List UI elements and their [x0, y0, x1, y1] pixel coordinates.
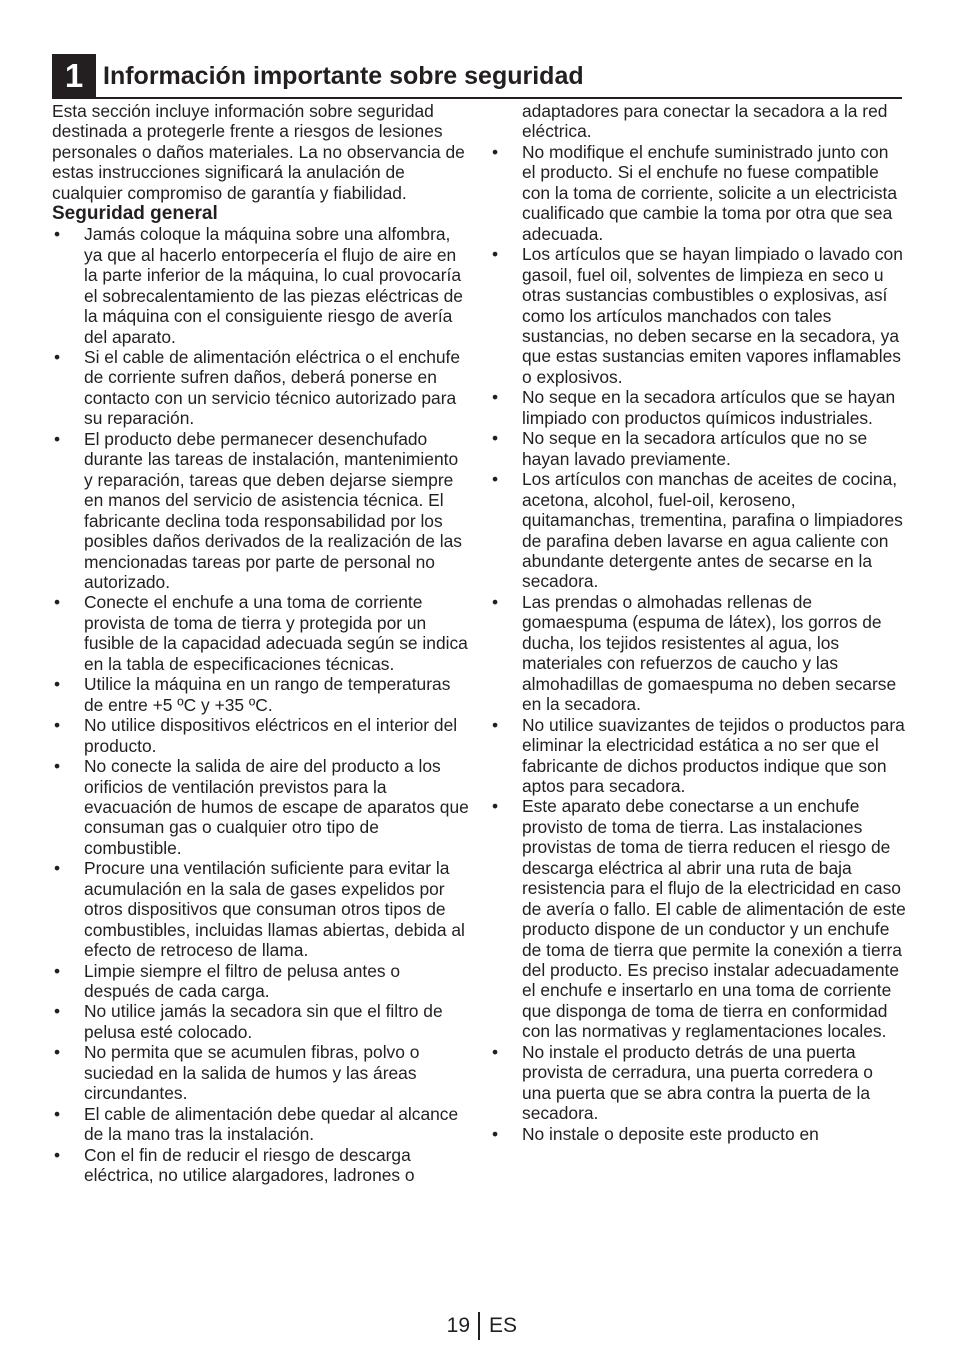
page-footer [0, 1312, 954, 1342]
bullet-icon: • [54, 960, 61, 981]
list-item-text: El cable de alimentación debe quedar al alcance de la mano tras la instalación. [84, 1103, 459, 1145]
safety-list-item [52, 347, 470, 429]
bullet-icon: • [54, 715, 61, 736]
bullet-icon: • [492, 591, 499, 612]
list-item-text: No seque en la secadora artículos que se hayan limpiado con productos químicos industriales. [522, 387, 896, 428]
bullet-icon: • [54, 756, 61, 777]
list-item-text: El producto debe permanecer desenchufado durante las tareas de instalación, mantenimiento y reparación, tareas que deben dejarse siempre en manos del servicio de asistencia técnica. El fabricante declina toda responsabilidad por los posibles daños derivados de la realización de las mencionadas tareas por parte de personal no autorizado. [84, 428, 463, 592]
safety-list-item [490, 387, 906, 428]
safety-list-item [490, 1042, 906, 1124]
list-item-text: No instale o deposite este producto en [522, 1123, 819, 1144]
right-column [490, 101, 906, 1144]
list-item-text: Las prendas o almohadas rellenas de gomaespuma (espuma de látex), los gorros de ducha, los tejidos resistentes al agua, los materiales con refuerzos de caucho y las almohadillas de gomaespuma no deben secarse en la secadora. [522, 591, 897, 715]
safety-list-item [490, 715, 906, 797]
list-item-text: No utilice suavizantes de tejidos o productos para eliminar la electricidad estática a no ser que el fabricante de dichos productos indique que son aptos para secadora. [522, 714, 905, 796]
bullet-icon: • [54, 1103, 61, 1124]
list-item-text: Procure una ventilación suficiente para evitar la acumulación en la sala de gases expelidos por otros dispositivos que consuman otros tipos de combustibles, incluidas llamas abiertas, debida al efecto de retroceso de llama. [84, 858, 465, 961]
safety-list-item [52, 1104, 470, 1145]
bullet-icon: • [54, 1144, 61, 1165]
list-item-text: No permita que se acumulen fibras, polvo o suciedad en la salida de humos y las áreas circundantes. [84, 1042, 420, 1104]
left-bullet-list [52, 224, 470, 1185]
bullet-icon: • [492, 714, 499, 735]
bullet-icon: • [54, 858, 61, 879]
safety-list-item [52, 674, 470, 715]
subheading-general-safety: Seguridad general [52, 203, 218, 225]
bullet-icon: • [492, 141, 499, 162]
safety-list-item [52, 756, 470, 858]
bullet-icon: • [492, 796, 499, 817]
list-item-text: No utilice dispositivos eléctricos en el interior del producto. [84, 715, 458, 756]
safety-list-item [490, 142, 906, 244]
list-item-text: No modifique el enchufe suministrado junto con el producto. Si el enchufe no fuese compatible con la toma de corriente, solicite a un electricista cualificado que cambie la toma por otra que sea adecuada. [522, 141, 898, 244]
language-code: ES [489, 1314, 518, 1337]
continued-item-text: adaptadores para conectar la secadora a la red eléctrica. [522, 101, 888, 142]
list-item-text: No seque en la secadora artículos que no se hayan lavado previamente. [522, 428, 868, 469]
safety-list-item [52, 1042, 470, 1103]
list-item-text: No utilice jamás la secadora sin que el filtro de pelusa esté colocado. [84, 1001, 443, 1042]
list-item-text: Los artículos con manchas de aceites de cocina, acetona, alcohol, fuel-oil, keroseno, quitamanchas, trementina, parafina o limpiadores de parafina deben lavarse en agua caliente con abundante detergente antes de secarse en la secadora. [522, 469, 903, 592]
safety-list-item [490, 428, 906, 469]
right-bullet-list [490, 142, 906, 1144]
safety-list-item [52, 715, 470, 756]
safety-list-item [490, 1124, 906, 1144]
bullet-icon: • [54, 1001, 61, 1022]
bullet-icon: • [492, 387, 499, 408]
list-item-text: Utilice la máquina en un rango de temperaturas de entre +5 ºC y +35 ºC. [84, 674, 451, 715]
safety-list-item [52, 429, 470, 593]
section-number-badge: 1 [52, 54, 96, 97]
bullet-icon: • [492, 1123, 499, 1144]
list-item-text: Si el cable de alimentación eléctrica o el enchufe de corriente sufren daños, deberá ponerse en contacto con un servicio técnico autorizado para su reparación. [84, 346, 461, 429]
list-item-text: No conecte la salida de aire del producto a los orificios de ventilación previstos para la evacuación de humos de escape de aparatos que consuman gas o cualquier otro tipo de combustible. [84, 756, 469, 858]
safety-list-item [490, 244, 906, 387]
safety-list-item [52, 224, 470, 347]
section-title: Información importante sobre seguridad [103, 62, 584, 90]
bullet-icon: • [54, 1042, 61, 1063]
bullet-icon: • [54, 224, 61, 245]
bullet-icon: • [54, 346, 61, 367]
list-item-text: Limpie siempre el filtro de pelusa antes o después de cada carga. [84, 960, 401, 1002]
safety-list-item [52, 1145, 470, 1186]
list-item-text: Conecte el enchufe a una toma de corriente provista de toma de tierra y protegida por un fusible de la capacidad adecuada según se indica en la tabla de especificaciones técnicas. [84, 592, 468, 674]
list-item-text: Jamás coloque la máquina sobre una alfombra, ya que al hacerlo entorpecería el flujo de aire en la parte inferior de la máquina, lo cual provocaría el sobrecalentamiento de las piezas eléctricas de la máquina con el consiguiente riesgo de avería del aparato. [84, 224, 463, 347]
list-item-text: Con el fin de reducir el riesgo de descarga eléctrica, no utilice alargadores, ladrones o [84, 1144, 415, 1186]
left-column [52, 101, 470, 1186]
intro-paragraph: Esta sección incluye información sobre seguridad destinada a protegerle frente a riesgos de lesiones personales o daños materiales. La no observancia de estas instrucciones significará la anulación de cualquier compromiso de garantía y fiabilidad. [52, 101, 465, 203]
safety-list-item [52, 1001, 470, 1042]
bullet-icon: • [54, 674, 61, 695]
list-item-text: Los artículos que se hayan limpiado o lavado con gasoil, fuel oil, solventes de limpieza en seco u otras sustancias combustibles o explosivas, así como los artículos manchados con tales sustancias, no deben secarse en la secadora, ya que estas sustancias emiten vapores inflamables o explosivos. [522, 244, 903, 387]
safety-list-item [52, 592, 470, 674]
bullet-icon: • [492, 1041, 499, 1062]
bullet-icon: • [54, 592, 61, 613]
safety-list-item [52, 858, 470, 960]
bullet-icon: • [492, 428, 499, 449]
bullet-icon: • [54, 428, 61, 449]
safety-list-item [490, 592, 906, 715]
footer-separator [478, 1312, 480, 1340]
list-item-text: No instale el producto detrás de una puerta provista de cerradura, una puerta corredera o una puerta que se abra contra la puerta de la secadora. [522, 1041, 873, 1124]
safety-list-item [490, 469, 906, 592]
bullet-icon: • [492, 469, 499, 490]
safety-list-item [490, 796, 906, 1041]
page-number: 19 [446, 1314, 470, 1337]
safety-list-item [52, 961, 470, 1002]
bullet-icon: • [492, 244, 499, 265]
list-item-text: Este aparato debe conectarse a un enchufe provisto de toma de tierra. Las instalaciones provistas de toma de tierra reducen el riesgo de descarga eléctrica al abrir una ruta de baja resistencia para el flujo de la electricidad en caso de avería o fallo. El cable de alimentación de este producto dispone de un conductor y un enchufe de toma de tierra que permite la conexión a tierra del producto. Es preciso instalar adecuadamente el enchufe e insertarlo en una toma de corriente que disponga de toma de tierra en conformidad con las normativas y reglamentaciones locales. [522, 796, 906, 1042]
section-header [52, 54, 902, 99]
